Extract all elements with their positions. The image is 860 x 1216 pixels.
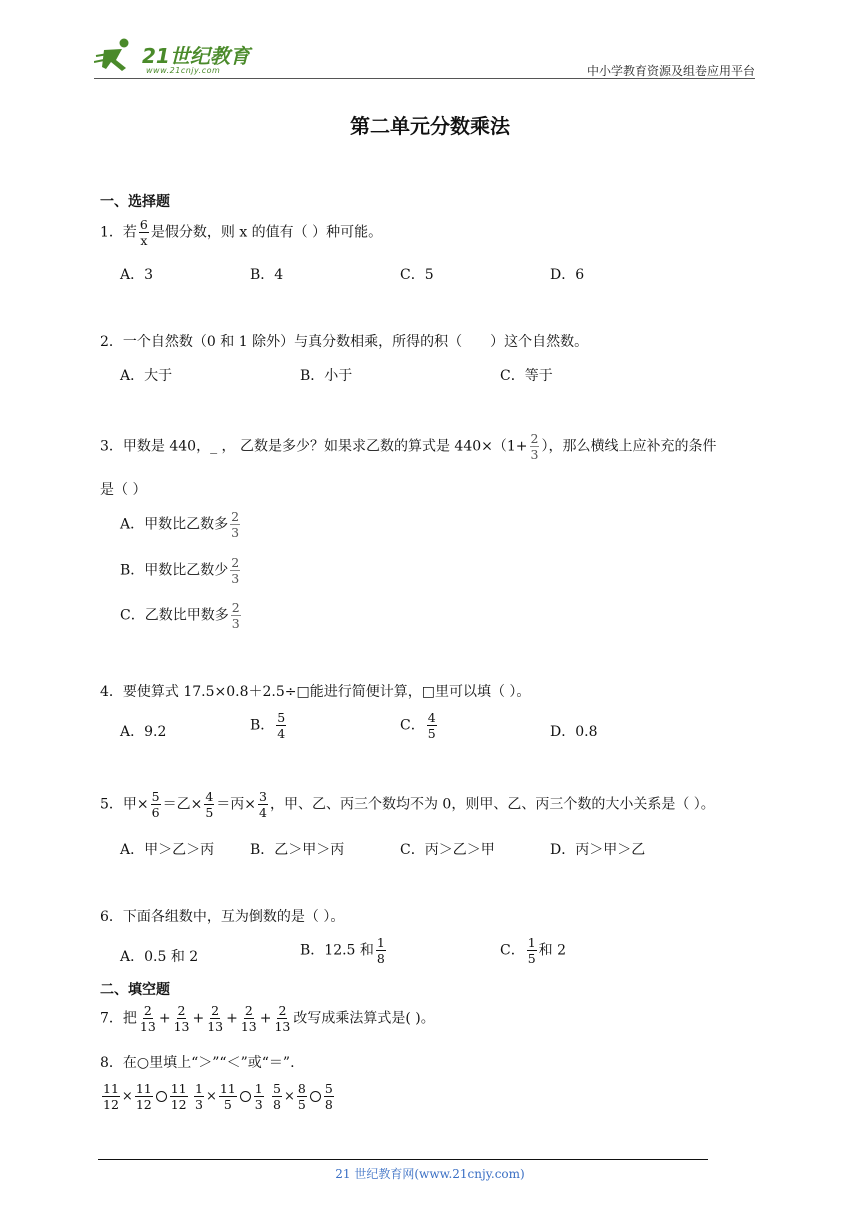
q4-option-b[interactable]: B． $\frac{5}{4}$ xyxy=(250,710,286,742)
page-title: 第二单元分数乘法 xyxy=(350,114,510,138)
header-right-text: 中小学教育资源及组卷应用平台 xyxy=(586,64,755,78)
compare-circle[interactable] xyxy=(310,1091,321,1102)
header-rule xyxy=(94,78,755,79)
q4-option-c[interactable]: C． $\frac{4}{5}$ xyxy=(400,710,436,742)
q8-expression-3: $\frac{5}{8}$ × $\frac{8}{5}$ $\frac{5}{8}$ xyxy=(273,1081,333,1113)
q5-option-a[interactable]: A．甲＞乙＞丙 xyxy=(120,842,215,858)
compare-circle[interactable] xyxy=(240,1091,251,1102)
q1-option-a[interactable]: A．3 xyxy=(120,267,154,283)
q6-option-c[interactable]: C． $\frac{1}{5}$ 和 2 xyxy=(500,935,567,967)
footer-rule xyxy=(98,1159,708,1160)
q5-option-b[interactable]: B．乙＞甲＞丙 xyxy=(250,842,345,858)
q3-option-a[interactable]: A．甲数比乙数多 $\frac{2}{3}$ xyxy=(120,509,240,541)
q1-option-d[interactable]: D．6 xyxy=(550,267,585,283)
q5-option-d[interactable]: D．丙＞甲＞乙 xyxy=(550,842,646,858)
question-5: 5．甲× $\frac{5}{6}$ ＝乙× $\frac{4}{5}$ ＝丙× $\frac{3}{4}$ ，甲、乙、丙三个数均不为 0，则甲、乙、丙三个数的大小关系是（ ）。 xyxy=(100,789,715,821)
q2-option-c[interactable]: C．等于 xyxy=(500,368,553,384)
runner-logo-icon xyxy=(94,36,138,76)
q1-option-c[interactable]: C．5 xyxy=(400,267,434,283)
question-7: 7．把 $\frac{2}{13}$ + $\frac{2}{13}$ + $\frac{2}{13}$ + $\frac{2}{13}$ + $\frac{2}{13}$ 改写成乘法算式是( )。 xyxy=(100,1003,435,1035)
logo-text: 21世纪教育 xyxy=(142,44,250,68)
footer-text[interactable]: 21 世纪教育网(www.21cnjy.com) xyxy=(335,1167,525,1181)
section-heading-choice: 一、选择题 xyxy=(100,194,170,210)
q1-text-pre: 1．若 xyxy=(100,224,137,241)
question-6: 6．下面各组数中，互为倒数的是（ ）。 xyxy=(100,909,345,925)
compare-circle[interactable] xyxy=(156,1091,167,1102)
q8-expression-2: $\frac{1}{3}$ × $\frac{11}{5}$ $\frac{1}{3}$ xyxy=(195,1081,263,1113)
q6-option-a[interactable]: A．0.5 和 2 xyxy=(120,949,199,965)
q1-fraction: $\frac{6}{x}$ xyxy=(139,217,148,249)
question-8: 8．在○里填上“＞”“＜”或“＝”. xyxy=(100,1055,295,1071)
q3-text-line2: 是（ ） xyxy=(100,482,147,498)
q8-expression-1: $\frac{11}{12}$ × $\frac{11}{12}$ $\frac{11}{12}$ xyxy=(103,1081,187,1113)
question-4: 4．要使算式 17.5×0.8＋2.5÷□能进行简便计算，□里可以填（ ）。 xyxy=(100,684,531,700)
q4-option-d[interactable]: D．0.8 xyxy=(550,724,598,740)
q1-text-post: 是假分数，则 x 的值有（ ）种可能。 xyxy=(150,224,383,241)
q2-option-b[interactable]: B．小于 xyxy=(300,368,353,384)
q3-fraction: $\frac{2}{3}$ xyxy=(530,431,539,463)
question-1 xyxy=(100,218,382,247)
q3-option-c[interactable]: C．乙数比甲数多 $\frac{2}{3}$ xyxy=(120,600,240,632)
q3-option-b[interactable]: B．甲数比乙数少 $\frac{2}{3}$ xyxy=(120,555,240,587)
section-heading-fill: 二、填空题 xyxy=(100,982,170,998)
q1-option-b[interactable]: B．4 xyxy=(250,267,284,283)
q5-option-c[interactable]: C．丙＞乙＞甲 xyxy=(400,842,495,858)
q6-option-b[interactable]: B．12.5 和 $\frac{1}{8}$ xyxy=(300,935,385,967)
q3-text-pre: 3．甲数是 440，_ ， 乙数是多少？如果求乙数的算式是 440×（1+ xyxy=(100,438,528,455)
site-logo xyxy=(94,36,264,78)
question-2: 2．一个自然数（0 和 1 除外）与真分数相乘，所得的积（ ）这个自然数。 xyxy=(100,334,589,350)
logo-url: www.21cnjy.com xyxy=(146,66,221,75)
q2-option-a[interactable]: A．大于 xyxy=(120,368,173,384)
q4-option-a[interactable]: A．9.2 xyxy=(120,724,167,740)
q3-text-post: ），那么横线上应补充的条件 xyxy=(541,438,717,455)
question-3 xyxy=(100,432,716,461)
